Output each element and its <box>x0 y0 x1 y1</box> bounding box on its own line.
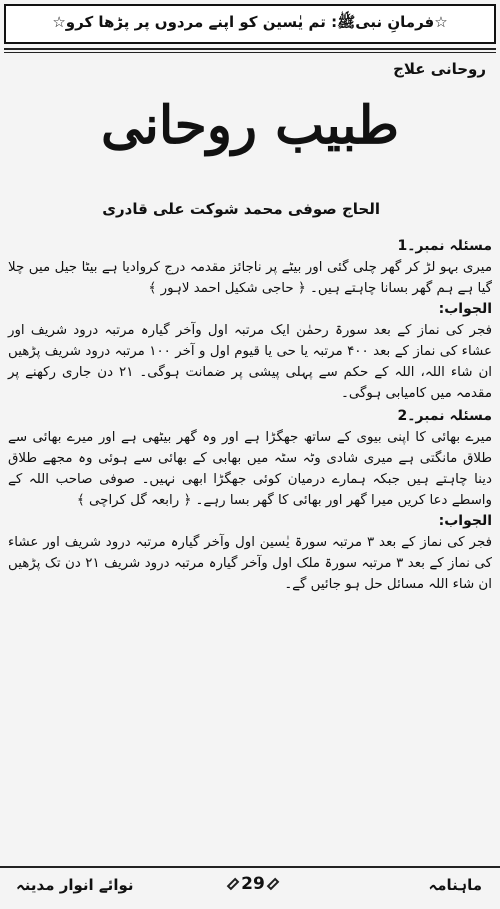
answer-2-text: فجر کی نماز کے بعد ۳ مرتبہ سورۃ یٰسین اول وآخر گیارہ مرتبہ درود شریف اور عشاء کی نماز کے بعد ۳ مرتبہ سورۃ ملک اول وآخر گیارہ مرتبہ درود شریف ۲۱ دن تک پڑھیں ان شاء اللہ مسائل حل ہو جائیں گے۔ <box>8 535 493 592</box>
question-2-heading: مسئلہ نمبر۔2 <box>397 408 492 424</box>
answer-1-text: فجر کی نماز کے بعد سورۃ رحمٰن ایک مرتبہ اول وآخر گیارہ مرتبہ درود شریف اور عشاء کی نماز کے بعد ۴۰۰ مرتبہ یا حی یا قیوم اول و آخر ۱۰۰ مرتبہ درود شریف پڑھیں ان شاء اللہ، اللہ کے حکم سے پہلی پیشی پر ضمانت ہوگی۔ ۲۱ دن جاری رکھنے پر مقدمہ میں کامیابی ہوگی۔ <box>8 323 492 401</box>
page-number: 29 <box>225 871 281 897</box>
question-2-text: میرے بھائی کا اپنی بیوی کے ساتھ جھگڑا ہے اور وہ گھر بیٹھی ہے اور میرے بھائی سے طلاق مانگتی ہے میری شادی وٹہ سٹہ میں بھابی کے بھائی سے ہوئی وہ مجھے طلاق دینا چاہتے ہیں جبکہ ہمارے درمیان کوئی جھگڑا ابھی نہیں۔ صوفی صاحب اللہ کے واسطے دعا کریں میرا گھر اور بھائی کا گھر بسا رہے۔ ﴿ رابعہ گل کراچی ﴾ <box>8 430 492 508</box>
page-title: طبیب روحانی <box>101 95 399 156</box>
footer-magazine-name: نوائے انوار مدینہ <box>16 876 134 894</box>
top-divider-thin <box>4 52 496 53</box>
author-name: الحاج صوفی محمد شوکت علی قادری <box>102 200 380 218</box>
answer-2-heading: الجواب: <box>438 513 492 529</box>
article-body <box>8 234 492 595</box>
top-banner: ☆فرمانِ نبیﷺ: تم یٰسین کو اپنے مردوں پر پڑھا کرو☆ <box>4 4 496 44</box>
answer-1-heading: الجواب: <box>438 301 492 317</box>
question-1-text: میری بہو لڑ کر گھر چلی گئی اور بیٹے پر ناجائز مقدمہ درج کروادیا ہے بیٹا جیل میں چلا گیا ہے ہم گھر بسانا چاہتے ہیں۔ ﴿ حاجی شکیل احمد لاہور ﴾ <box>8 260 492 296</box>
footer-monthly: ماہنامہ <box>428 876 482 894</box>
question-1-heading: مسئلہ نمبر۔1 <box>397 238 492 254</box>
section-label: روحانی علاج <box>393 60 486 78</box>
top-divider <box>4 48 496 50</box>
page-footer <box>0 866 500 904</box>
